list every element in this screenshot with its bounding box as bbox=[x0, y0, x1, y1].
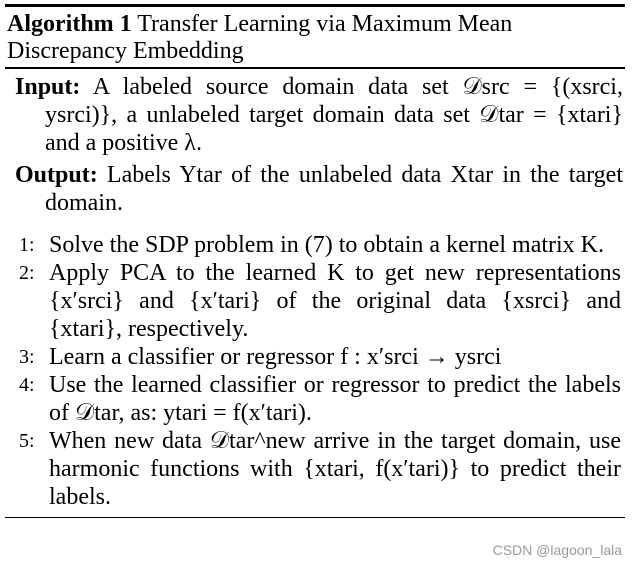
algorithm-label: Algorithm 1 bbox=[7, 11, 132, 37]
caption-rule bbox=[5, 67, 625, 69]
watermark: CSDN @lagoon_lala bbox=[492, 542, 622, 558]
step-number: 1: bbox=[19, 233, 35, 256]
step-4 bbox=[5, 371, 625, 427]
input-block bbox=[5, 73, 625, 157]
step-text: Use the learned classifier or regressor to predict the labels of 𝒟tar, as: ytari = f(x′tari). bbox=[49, 371, 621, 426]
step-1 bbox=[5, 231, 625, 259]
step-5 bbox=[5, 427, 625, 511]
algorithm-title: Transfer Learning via Maximum Mean Discrepancy Embedding bbox=[7, 11, 513, 64]
output-label: Output: bbox=[15, 161, 98, 188]
step-number: 4: bbox=[19, 373, 35, 396]
output-block bbox=[5, 161, 625, 217]
algorithm-box bbox=[5, 4, 625, 518]
step-text: When new data 𝒟tar^new arrive in the target domain, use harmonic functions with {xtari, f(x′tari)} to predict their labels. bbox=[49, 427, 621, 510]
step-number: 2: bbox=[19, 261, 35, 284]
step-number: 3: bbox=[19, 345, 35, 368]
input-text: A labeled source domain data set 𝒟src = {(xsrci, ysrci)}, a unlabeled target domain data set 𝒟tar = {xtari} and a positive λ. bbox=[45, 73, 623, 156]
output-text: Labels Ytar of the unlabeled data Xtar in the target domain. bbox=[45, 161, 623, 216]
step-text: Solve the SDP problem in (7) to obtain a kernel matrix K. bbox=[49, 231, 605, 258]
step-text: Apply PCA to the learned K to get new representations {x′srci} and {x′tari} of the original data {xsrci} and {xtari}, respectively. bbox=[49, 259, 621, 342]
steps-list bbox=[5, 231, 625, 511]
algorithm-caption bbox=[5, 7, 625, 67]
step-2 bbox=[5, 259, 625, 343]
bottom-rule bbox=[5, 517, 625, 519]
step-text: Learn a classifier or regressor f : x′srci → ysrci bbox=[49, 343, 502, 370]
step-3 bbox=[5, 343, 625, 371]
step-number: 5: bbox=[19, 429, 35, 452]
input-label: Input: bbox=[15, 73, 81, 100]
